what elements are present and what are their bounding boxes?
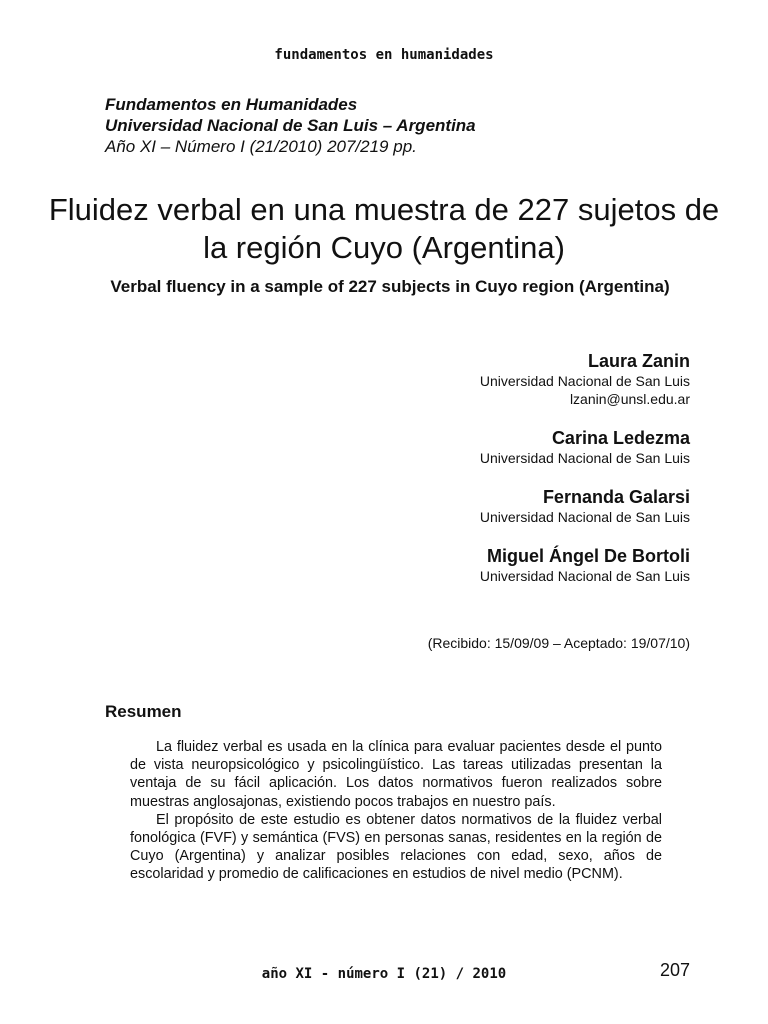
abstract-heading: Resumen bbox=[105, 702, 182, 721]
author-affiliation: Universidad Nacional de San Luis bbox=[479, 373, 690, 389]
abstract-paragraph: La fluidez verbal es usada en la clínica para evaluar pacientes desde el punto de vista neuropsicológico y psicolingüístico. Las tareas utilizadas presentan la ventaja de su fácil aplicación. Los datos normativos fueron realizados sobre muestras anglosajonas, existiendo pocos trabajos en nuestro país. bbox=[130, 739, 662, 810]
journal-issue: Año XI – Número I (21/2010) 207/219 pp. bbox=[105, 137, 417, 156]
running-header: fundamentos en humanidades bbox=[274, 47, 494, 63]
author-affiliation: Universidad Nacional de San Luis bbox=[479, 568, 690, 584]
paper-title: Fluidez verbal en una muestra de 227 sujetos de la región Cuyo (Argentina) bbox=[48, 192, 720, 265]
author-block bbox=[290, 350, 690, 408]
abstract-body bbox=[130, 738, 662, 884]
journal-university: Universidad Nacional de San Luis – Argentina bbox=[105, 116, 476, 135]
received-dates: (Recibido: 15/09/09 – Aceptado: 19/07/10) bbox=[427, 635, 690, 651]
abstract-paragraph: El propósito de este estudio es obtener datos normativos de la fluidez verbal fonológica (FVF) y semántica (FVS) en personas sanas, residentes en la región de Cuyo (Argentina) y analizar posibles relaciones con edad, sexo, años de escolaridad y promedio de calificaciones en estudios de nivel medio (PCNM). bbox=[130, 811, 662, 883]
paper-subtitle: Verbal fluency in a sample of 227 subjects in Cuyo region (Argentina) bbox=[110, 277, 670, 296]
author-affiliation: Universidad Nacional de San Luis bbox=[479, 509, 690, 525]
journal-info bbox=[105, 94, 476, 157]
author-list bbox=[290, 350, 690, 604]
author-block bbox=[290, 486, 690, 526]
author-affiliation: Universidad Nacional de San Luis bbox=[479, 450, 690, 466]
author-block bbox=[290, 427, 690, 467]
author-name: Laura Zanin bbox=[587, 351, 690, 371]
author-name: Carina Ledezma bbox=[551, 428, 690, 448]
page-number: 207 bbox=[659, 960, 690, 980]
running-footer: año XI - número I (21) / 2010 bbox=[261, 966, 507, 982]
author-name: Fernanda Galarsi bbox=[542, 487, 690, 507]
author-name: Miguel Ángel De Bortoli bbox=[486, 546, 690, 566]
author-email: lzanin@unsl.edu.ar bbox=[569, 391, 690, 407]
author-block bbox=[290, 545, 690, 585]
journal-name: Fundamentos en Humanidades bbox=[105, 95, 358, 114]
